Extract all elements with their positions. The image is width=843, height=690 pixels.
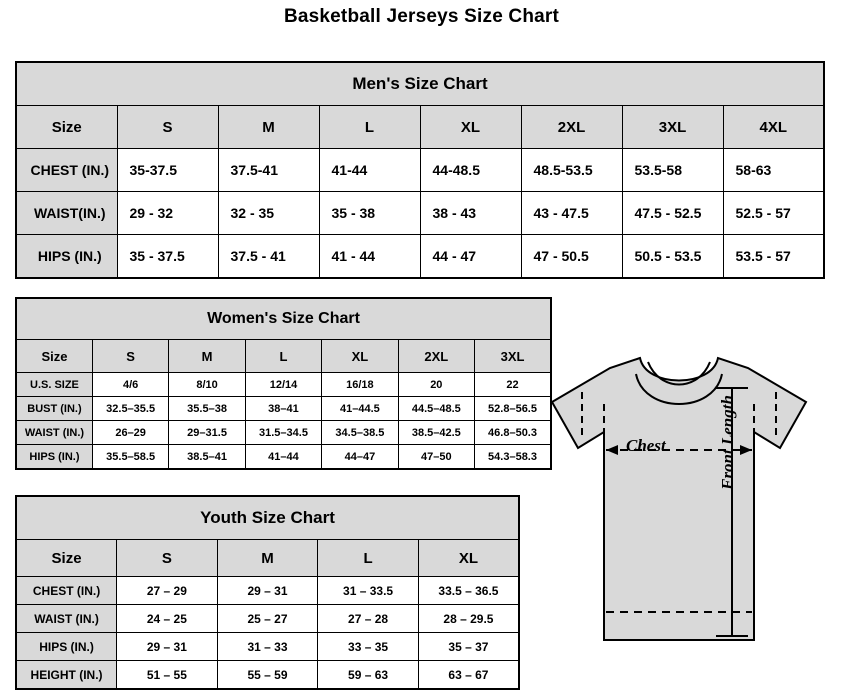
- mens-col-2xl: 2XL: [521, 106, 622, 149]
- mens-col-4xl: 4XL: [723, 106, 824, 149]
- table-header-row: [16, 340, 551, 373]
- mens-row-label-hips: HIPS (IN.): [16, 235, 117, 279]
- womens-us-size-s: 4/6: [92, 373, 168, 397]
- mens-col-l: L: [319, 106, 420, 149]
- womens-row-label-hips: HIPS (IN.): [16, 445, 92, 470]
- womens-row-label-bust: BUST (IN.): [16, 397, 92, 421]
- womens-hips-xl: 44–47: [322, 445, 398, 470]
- table-row: [16, 397, 551, 421]
- youth-col-xl: XL: [418, 540, 519, 577]
- mens-waist-2xl: 43 - 47.5: [521, 192, 622, 235]
- womens-col-s: S: [92, 340, 168, 373]
- table-row: [16, 605, 519, 633]
- table-row: [16, 577, 519, 605]
- mens-chest-3xl: 53.5-58: [622, 149, 723, 192]
- mens-row-label-chest: CHEST (IN.): [16, 149, 117, 192]
- table-title-row: [16, 62, 824, 106]
- mens-col-s: S: [117, 106, 218, 149]
- mens-col-size: Size: [16, 106, 117, 149]
- womens-row-label-us-size: U.S. SIZE: [16, 373, 92, 397]
- youth-size-chart-table: [15, 495, 520, 690]
- table-title-row: [16, 496, 519, 540]
- youth-chest-l: 31 – 33.5: [318, 577, 419, 605]
- womens-waist-l: 31.5–34.5: [245, 421, 321, 445]
- youth-row-label-hips: HIPS (IN.): [16, 633, 117, 661]
- table-row: [16, 192, 824, 235]
- youth-chest-s: 27 – 29: [117, 577, 218, 605]
- table-row: [16, 661, 519, 690]
- mens-waist-m: 32 - 35: [218, 192, 319, 235]
- youth-hips-s: 29 – 31: [117, 633, 218, 661]
- mens-chest-l: 41-44: [319, 149, 420, 192]
- mens-hips-m: 37.5 - 41: [218, 235, 319, 279]
- youth-col-m: M: [217, 540, 318, 577]
- youth-chart-title: Youth Size Chart: [16, 496, 519, 540]
- youth-row-label-height: HEIGHT (IN.): [16, 661, 117, 690]
- youth-col-l: L: [318, 540, 419, 577]
- table-header-row: [16, 106, 824, 149]
- mens-col-3xl: 3XL: [622, 106, 723, 149]
- youth-waist-s: 24 – 25: [117, 605, 218, 633]
- mens-hips-2xl: 47 - 50.5: [521, 235, 622, 279]
- mens-hips-l: 41 - 44: [319, 235, 420, 279]
- table-row: [16, 633, 519, 661]
- table-row: [16, 373, 551, 397]
- womens-us-size-l: 12/14: [245, 373, 321, 397]
- womens-col-xl: XL: [322, 340, 398, 373]
- womens-us-size-xl: 16/18: [322, 373, 398, 397]
- table-header-row: [16, 540, 519, 577]
- womens-chart-title: Women's Size Chart: [16, 298, 551, 340]
- womens-hips-l: 41–44: [245, 445, 321, 470]
- youth-height-xl: 63 – 67: [418, 661, 519, 690]
- youth-waist-xl: 28 – 29.5: [418, 605, 519, 633]
- table-row: [16, 445, 551, 470]
- womens-col-l: L: [245, 340, 321, 373]
- womens-us-size-3xl: 22: [475, 373, 551, 397]
- womens-waist-3xl: 46.8–50.3: [475, 421, 551, 445]
- womens-col-2xl: 2XL: [398, 340, 474, 373]
- womens-bust-s: 32.5–35.5: [92, 397, 168, 421]
- mens-chest-xl: 44-48.5: [420, 149, 521, 192]
- womens-waist-s: 26–29: [92, 421, 168, 445]
- womens-waist-xl: 34.5–38.5: [322, 421, 398, 445]
- table-row: [16, 421, 551, 445]
- womens-col-size: Size: [16, 340, 92, 373]
- mens-hips-s: 35 - 37.5: [117, 235, 218, 279]
- womens-waist-2xl: 38.5–42.5: [398, 421, 474, 445]
- youth-waist-m: 25 – 27: [217, 605, 318, 633]
- youth-chest-m: 29 – 31: [217, 577, 318, 605]
- jersey-measure-diagram: [540, 340, 840, 675]
- table-title-row: [16, 298, 551, 340]
- mens-chest-m: 37.5-41: [218, 149, 319, 192]
- mens-size-chart-table: [15, 61, 825, 279]
- mens-chart-title: Men's Size Chart: [16, 62, 824, 106]
- womens-us-size-m: 8/10: [169, 373, 245, 397]
- youth-hips-xl: 35 – 37: [418, 633, 519, 661]
- page-title: Basketball Jerseys Size Chart: [283, 6, 560, 27]
- womens-col-3xl: 3XL: [475, 340, 551, 373]
- mens-col-xl: XL: [420, 106, 521, 149]
- youth-chest-xl: 33.5 – 36.5: [418, 577, 519, 605]
- womens-hips-2xl: 47–50: [398, 445, 474, 470]
- womens-hips-3xl: 54.3–58.3: [475, 445, 551, 470]
- womens-waist-m: 29–31.5: [169, 421, 245, 445]
- mens-chest-4xl: 58-63: [723, 149, 824, 192]
- mens-hips-4xl: 53.5 - 57: [723, 235, 824, 279]
- womens-size-chart-table: [15, 297, 552, 470]
- womens-hips-s: 35.5–58.5: [92, 445, 168, 470]
- mens-col-m: M: [218, 106, 319, 149]
- mens-chest-2xl: 48.5-53.5: [521, 149, 622, 192]
- youth-col-size: Size: [16, 540, 117, 577]
- mens-hips-3xl: 50.5 - 53.5: [622, 235, 723, 279]
- womens-bust-xl: 41–44.5: [322, 397, 398, 421]
- youth-hips-m: 31 – 33: [217, 633, 318, 661]
- mens-row-label-waist: WAIST(IN.): [16, 192, 117, 235]
- youth-waist-l: 27 – 28: [318, 605, 419, 633]
- youth-col-s: S: [117, 540, 218, 577]
- womens-us-size-2xl: 20: [398, 373, 474, 397]
- youth-row-label-chest: CHEST (IN.): [16, 577, 117, 605]
- mens-waist-xl: 38 - 43: [420, 192, 521, 235]
- womens-col-m: M: [169, 340, 245, 373]
- mens-waist-l: 35 - 38: [319, 192, 420, 235]
- womens-bust-l: 38–41: [245, 397, 321, 421]
- womens-bust-2xl: 44.5–48.5: [398, 397, 474, 421]
- mens-waist-4xl: 52.5 - 57: [723, 192, 824, 235]
- table-row: [16, 235, 824, 279]
- womens-hips-m: 38.5–41: [169, 445, 245, 470]
- mens-waist-3xl: 47.5 - 52.5: [622, 192, 723, 235]
- youth-row-label-waist: WAIST (IN.): [16, 605, 117, 633]
- youth-height-m: 55 – 59: [217, 661, 318, 690]
- front-length-measure-label: Front Length: [718, 395, 737, 490]
- womens-row-label-waist: WAIST (IN.): [16, 421, 92, 445]
- mens-chest-s: 35-37.5: [117, 149, 218, 192]
- chest-measure-label: Chest: [626, 436, 666, 455]
- womens-bust-m: 35.5–38: [169, 397, 245, 421]
- youth-height-s: 51 – 55: [117, 661, 218, 690]
- womens-bust-3xl: 52.8–56.5: [475, 397, 551, 421]
- youth-height-l: 59 – 63: [318, 661, 419, 690]
- mens-waist-s: 29 - 32: [117, 192, 218, 235]
- youth-hips-l: 33 – 35: [318, 633, 419, 661]
- table-row: [16, 149, 824, 192]
- mens-hips-xl: 44 - 47: [420, 235, 521, 279]
